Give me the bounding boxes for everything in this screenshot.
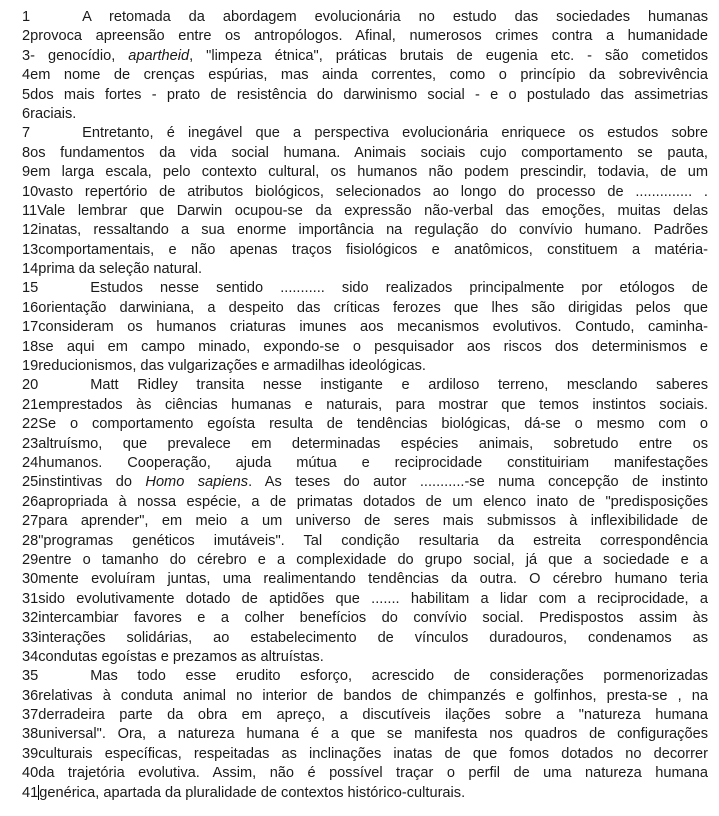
text-line-29 — [22, 551, 708, 570]
line-text: reducionismos, das vulgarizações e armadilhas ideológicas. — [38, 358, 426, 375]
text-line-35 — [22, 667, 708, 686]
text-line-12 — [22, 221, 708, 240]
line-text: Vale lembrar que Darwin ocupou-se da expressão não-verbal das emoções, muitas delas — [37, 202, 708, 219]
text-line-40 — [22, 764, 708, 783]
line-number: 39 — [22, 745, 39, 762]
text-line-39 — [22, 745, 708, 764]
line-number: 18 — [22, 338, 39, 355]
line-text: comportamentais, e não apenas traços fisiológicos e anatômicos, constituem a matéria- — [38, 241, 708, 258]
text-line-14 — [22, 260, 708, 279]
line-text: Matt Ridley transita nesse instigante e ardiloso terreno, mesclando saberes — [90, 377, 708, 394]
line-number: 10 — [22, 183, 39, 200]
text-line-16 — [22, 299, 708, 318]
line-number: 14 — [22, 261, 39, 278]
line-number: 19 — [22, 358, 39, 375]
line-text: orientação darwiniana, a despeito das críticas ferozes que lhes são dirigidas pelos que — [38, 299, 708, 316]
line-text: interações solidárias, ao estabelecimento de vínculos duradouros, condenamos as — [38, 629, 708, 646]
text-line-30 — [22, 570, 708, 589]
line-number: 38 — [22, 726, 39, 743]
text-line-25 — [22, 473, 708, 492]
line-number: 9 — [22, 164, 31, 181]
line-number: 13 — [22, 241, 39, 258]
text-line-27 — [22, 512, 708, 531]
line-number: 25 — [22, 474, 39, 491]
line-text: intercambiar favores e a colher benefícios do convívio social. Predispostos assim às — [38, 610, 708, 627]
text-line-34 — [22, 648, 708, 667]
line-number: 17 — [22, 319, 39, 336]
line-text: instintivas do Homo sapiens. As teses do autor ...........-se numa concepção de instinto — [38, 474, 708, 491]
text-line-18 — [22, 338, 708, 357]
line-text: condutas egoístas e prezamos as altruístas. — [38, 648, 324, 665]
line-text: em nome de crenças espúrias, mas ainda correntes, como o princípio da sobrevivência — [30, 67, 708, 84]
line-number: 5 — [22, 86, 31, 103]
italic-term: apartheid — [128, 47, 190, 64]
line-text: dos mais fortes - prato de resistência do darwinismo social - e o postulado das assimetrias — [30, 86, 708, 103]
line-text: emprestados às ciências humanas e naturais, para mostrar que temos instintos sociais. — [38, 396, 708, 413]
line-number: 15 — [22, 280, 39, 297]
text-line-1 — [22, 8, 708, 27]
line-text: - genocídio, apartheid, "limpeza étnica", práticas brutais de eugenia etc. - são cometidos — [30, 47, 708, 64]
line-text: entre o tamanho do cérebro e a complexidade do grupo social, já que a sociedade e a — [38, 551, 708, 568]
line-text: da trajetória evolutiva. Assim, não é possível traçar o perfil de uma natureza humana — [38, 765, 708, 782]
text-line-20 — [22, 376, 708, 395]
text-line-4 — [22, 66, 708, 85]
line-text: humanos. Cooperação, ajuda mútua e reciprocidade constituiriam manifestações — [38, 454, 708, 471]
line-number: 22 — [22, 416, 39, 433]
text-line-8 — [22, 144, 708, 163]
text-line-19 — [22, 357, 708, 376]
text-line-13 — [22, 241, 708, 260]
line-text: Estudos nesse sentido ........... sido realizados principalmente por etólogos de — [90, 280, 708, 297]
line-number: 26 — [22, 493, 39, 510]
text-line-3 — [22, 47, 708, 66]
line-text: se aqui em campo minado, expondo-se o pesquisador aos riscos dos determinismos e — [38, 338, 708, 355]
text-line-38 — [22, 725, 708, 744]
line-number: 12 — [22, 222, 39, 239]
text-line-23 — [22, 435, 708, 454]
line-number: 32 — [22, 610, 39, 627]
line-text: "programas genéticos imutáveis". Tal condição resultaria da estreita correspondência — [38, 532, 708, 549]
line-number: 21 — [22, 396, 39, 413]
line-text: universal". Ora, a natureza humana é a que se manifesta nos quadros de configurações — [38, 726, 708, 743]
line-number: 40 — [22, 765, 39, 782]
line-text: derradeira parte da obra em apreço, a discutíveis ilações sobre a "natureza humana — [38, 707, 708, 724]
text-line-9 — [22, 163, 708, 182]
line-number: 35 — [22, 668, 39, 685]
text-line-41 — [22, 784, 708, 803]
line-text: A retomada da abordagem evolucionária no estudo das sociedades humanas — [82, 9, 708, 25]
text-line-2 — [22, 27, 708, 46]
text-line-36 — [22, 687, 708, 706]
text-line-7 — [22, 124, 708, 143]
line-number: 11 — [22, 202, 38, 219]
line-number: 41 — [22, 784, 39, 801]
line-text: mente evoluíram juntas, uma realimentando tendências da outra. O cérebro humano teria — [38, 571, 708, 588]
text-line-5 — [22, 86, 708, 105]
text-line-28 — [22, 532, 708, 551]
line-text: provoca apreensão entre os antropólogos. Afinal, numerosos crimes contra a humanidade — [30, 28, 708, 45]
line-text: inatas, ressaltando a sua enorme importância na regulação do convívio humano. Padrões — [38, 222, 708, 239]
text-line-24 — [22, 454, 708, 473]
line-number: 20 — [22, 377, 39, 394]
line-text: consideram os humanos criaturas imunes aos mecanismos evolutivos. Contudo, caminha- — [38, 319, 708, 336]
line-text: vasto repertório de atributos biológicos, selecionados ao longo do processo de .............. . — [38, 183, 708, 200]
line-number: 37 — [22, 707, 39, 724]
line-text: para aprender", em meio a um universo de seres mais submissos à inflexibilidade de — [38, 513, 708, 530]
line-number: 3 — [22, 47, 31, 64]
line-number: 31 — [22, 590, 39, 607]
text-line-31 — [22, 590, 708, 609]
line-number: 29 — [22, 551, 39, 568]
line-number: 2 — [22, 28, 31, 45]
text-line-22 — [22, 415, 708, 434]
line-number: 6 — [22, 105, 31, 122]
text-line-33 — [22, 629, 708, 648]
text-line-15 — [22, 279, 708, 298]
line-number: 8 — [22, 144, 31, 161]
line-number: 36 — [22, 687, 39, 704]
line-text: altruísmo, que prevalece em determinadas espécies animais, sobretudo entre os — [38, 435, 708, 452]
line-number: 30 — [22, 571, 39, 588]
line-number: 1 — [22, 9, 31, 25]
text-line-26 — [22, 493, 708, 512]
line-text: genérica, apartada da pluralidade de contextos histórico-culturais. — [39, 784, 466, 801]
line-text: raciais. — [30, 105, 77, 122]
line-number: 23 — [22, 435, 39, 452]
text-line-11 — [22, 202, 708, 221]
line-text: Mas todo esse erudito esforço, acrescido de considerações pormenorizadas — [90, 668, 708, 685]
line-number: 33 — [22, 629, 39, 646]
line-number: 7 — [22, 125, 31, 142]
line-number: 28 — [22, 532, 39, 549]
text-line-10 — [22, 183, 708, 202]
line-text: prima da seleção natural. — [38, 261, 203, 278]
text-line-6 — [22, 105, 708, 124]
line-number: 4 — [22, 67, 31, 84]
line-number: 16 — [22, 299, 39, 316]
text-line-21 — [22, 396, 708, 415]
line-text: relativas à conduta animal no interior de bandos de chimpanzés e golfinhos, presta-se , na — [38, 687, 708, 704]
italic-term: Homo sapiens — [145, 474, 249, 491]
text-line-32 — [22, 609, 708, 628]
line-text: culturais específicas, respeitadas as inclinações inatas de que fomos dotados no decorrer — [38, 745, 708, 762]
document-text — [22, 8, 708, 803]
line-text: Entretanto, é inegável que a perspectiva evolucionária enriquece os estudos sobre — [82, 125, 708, 142]
line-number: 24 — [22, 454, 39, 471]
line-text: os fundamentos da vida social humana. Animais sociais cujo comportamento se pauta, — [30, 144, 708, 161]
line-number: 27 — [22, 513, 39, 530]
line-text: Se o comportamento egoísta resulta de tendências biológicas, dá-se o mesmo com o — [38, 416, 708, 433]
line-number: 34 — [22, 648, 39, 665]
line-text: em larga escala, pelo contexto cultural, os humanos não podem prescindir, todavia, de um — [30, 164, 708, 181]
line-text: sido evolutivamente dotado de aptidões que ....... habilitam a lidar com a reciprocidade, a — [38, 590, 708, 607]
text-line-17 — [22, 318, 708, 337]
line-text: apropriada à nossa espécie, a de primatas dotados de um elenco inato de "predisposições — [38, 493, 708, 510]
text-line-37 — [22, 706, 708, 725]
